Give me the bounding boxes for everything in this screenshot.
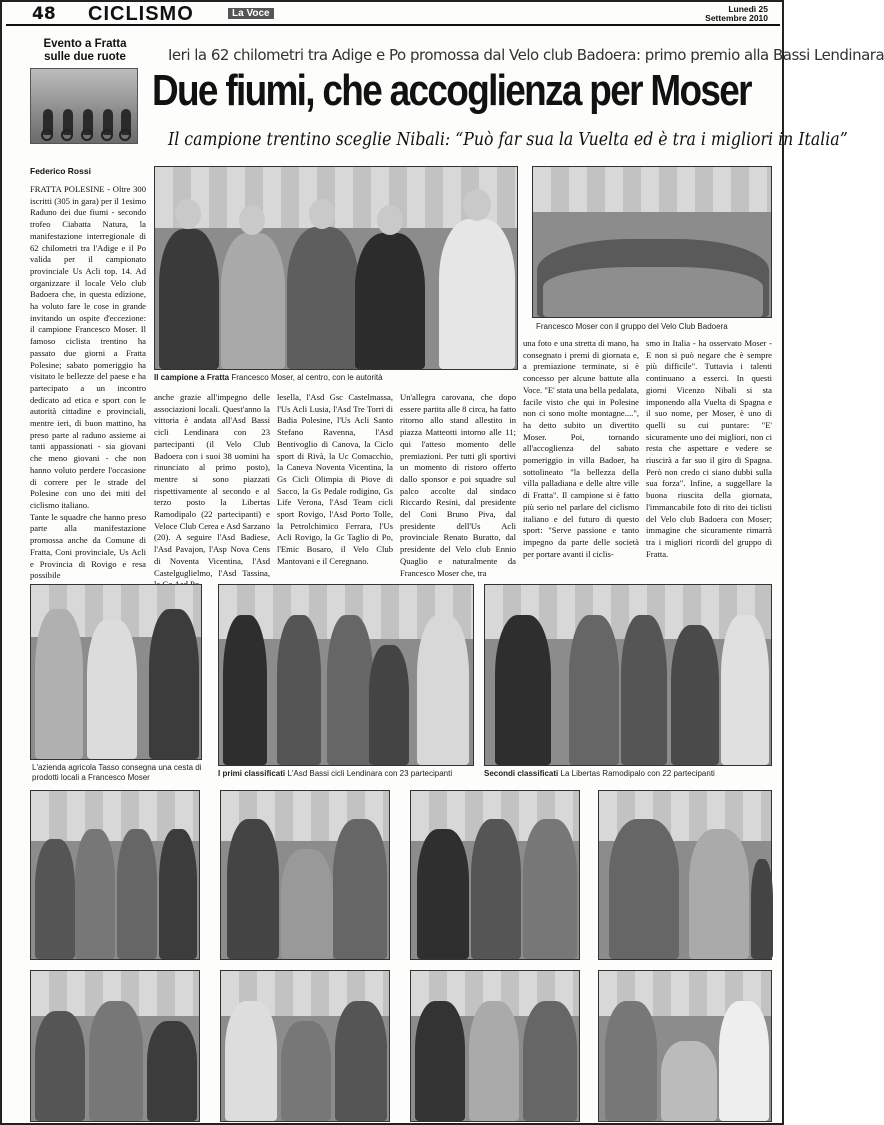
article-subhead: Il campione trentino sceglie Nibali: “Può far sua la Vuelta ed è tra i migliori in Italia” (168, 130, 848, 150)
byline: Federico Rossi (30, 166, 91, 176)
date-line-1: Lunedì 25 (728, 4, 768, 14)
sidebar-title: Evento a Fratta sulle due ruote (43, 38, 127, 63)
issue-date (705, 5, 768, 23)
award-photo-6 (220, 970, 390, 1122)
column-1b-text: Tante le squadre che hanno preso parte alla manifestazione promossa anche da Comune di Fratta, Coni provinciale, Us Acli e Provincia di Rovigo e resa possibile (30, 511, 146, 581)
photo-second-place (484, 584, 772, 766)
award-photo-5 (30, 970, 200, 1122)
column-1-text: FRATTA POLESINE - Oltre 300 iscritti (305 in gara) per il 1esimo Raduno dei due fiumi - secondo trofeo Ciabatta Natura, la manifestazione interregionale di 62 chilometri tra l'Adige e il Po valida per il campionato provinciale Us Acli top. 14. Ad organizzare il locale Velo club Badoera che, in questa edizione, ha voluto fare le cose in grande invitando un ospite d'eccezione: il campione Francesco Moser. Il famoso ciclista trentino ha passato due giorni a Fratta Polesine; sabato pomeriggio ha visitato le bellezze del paese e ha partecipato a un incontro dedicato ad etica e sport con le autorità cittadine e provinciali, mentre ieri, di buon mattino, ha preso parte al raduno assieme ai tanti appassionati - sia giovani che meno giovani - che non hanno voluto perdere l'occasione di correre per le strade del Polesine con uno dei miti del ciclismo italiano. (30, 184, 146, 510)
photo-first-place (218, 584, 474, 766)
article-column-3: lesella, l'Asd Gsc Castelmassa, l'Us Acli Lusia, l'Asd Tre Torri di Badia Polesine, l'Us Acli Santo Stefano Ravenna, l'Asd Bentivoglio di Canova, la Ciclo sport di Rivà, la Uc Comacchio, la Caneva Noventa Vicentina, la Gs Cicli Olimpia di Piove di Sacco, la Gs Pedale rodigino, Gs Life Verona, l'Asd Team cicli sport Rovigo, l'Asd Porto Tolle, la Petrolchimico Ferrara, l'Us Acli Rovigo, la Gc Taglio di Po, l'Emic Bosaro, il Velo Club Mantovani e il Ceregnano. (277, 392, 393, 566)
article-column-4: Un'allegra carovana, che dopo essere partita alle 8 circa, ha fatto ritorno allo stand allestito in piazza Matteotti intorno alle 11; qui l'atteso momento delle premiazioni. Per tutti gli sportivi un momento di ristoro offerto dallo sponsor e poi squadre sul palco accolte dal sindaco Riccardo Resini, dal presidente del Coni Bruno Piva, dal presidente dell'Us Acli provinciale Renato Buratto, dal presidente del Velo club Ennio Quaglio e naturalmente da Francesco Moser che, tra (400, 392, 516, 578)
tasso-caption (32, 763, 208, 783)
award-photo-1 (30, 790, 200, 960)
section-title: CICLISMO (88, 3, 194, 25)
main-photo-moser-authorities (154, 166, 518, 370)
award-photo-7 (410, 970, 580, 1122)
first-caption-bold: I primi classificati (218, 769, 286, 778)
article-column-2: anche grazie all'impegno delle associazioni locali. Quest'anno la vittoria è andata all'Asd Bassi cicli Lendinara con 23 partecipanti (il Velo Club Badoera con i suoi 38 uomini ha rinunciato al primo posto), mentre si sono piazzati rispettivamente al secondo e al terzo posto la Libertas Ramodipalo (22 partecipanti) e Veloce Club Cerea e Asd Sarzano (20). A seguire l'Asd Badiese, l'Asd Pavajon, l'Asp Nova Cens di Noventa Vicentina, l'Asd Castelguglielmo, l'Asd Tassina, (154, 392, 270, 578)
first-caption-text: L'Asd Bassi cicli Lendinara con 23 partecipanti (287, 769, 453, 778)
group-photo-velo-club (532, 166, 772, 318)
award-photo-2 (220, 790, 390, 960)
newspaper-name: La Voce (228, 8, 274, 19)
article-kicker: Ieri la 62 chilometri tra Adige e Po promossa dal Velo club Badoera: primo premio alla Bassi Lendinara (168, 46, 884, 64)
sidebar-photo-cyclists (30, 68, 138, 144)
second-caption-bold: Secondi classificati (484, 769, 559, 778)
photo-tasso-basket (30, 584, 202, 760)
award-photo-4 (598, 790, 772, 960)
award-photo-3 (410, 790, 580, 960)
page-number: 48 (32, 4, 56, 24)
date-line-2: Settembre 2010 (705, 13, 768, 23)
first-place-caption (218, 769, 452, 778)
group-photo-caption: Francesco Moser con il gruppo del Velo Club Badoera (536, 322, 728, 331)
tasso-caption-text: L'azienda agricola Tasso consegna una cesta di prodotti locali a Francesco Moser (32, 763, 202, 782)
article-column-6: smo in Italia - ha osservato Moser - E non si può negare che è sempre più difficile". Tuttavia i talenti continuano a esserci. In questi giorni Vicenzo Nibali si sta imponendo alla Vuelta di Spagna e il suo nome, per Moser, è uno di quelli su cui puntare: "E' sicuramente uno dei migliori, non ci resta che aspettare e vedere se riuscirà a far suo il giro di Spagna. Però non credo ci siano dubbi sulla sua forza". Infine, a suggellare la buona riuscita della giornata, l'immancabile foto di rito dei ticlisti del Velo club Badoera con Moser; immagine che sicuramente rimarrà tra i migliori ricordi del gruppo di Fratta. (646, 338, 772, 559)
article-column-1 (30, 184, 146, 581)
masthead (6, 4, 780, 26)
article-column-5: una foto e una stretta di mano, ha consegnato i premi di giornata e, a premiazione terminate, si è concesso per alcune battute alla Voce. "E' stata una bella pedalata, facile visto che qui in Polesine non ci sono molte montagne....", ha detto subito un divertito Moser. Poi, tornando all'accoglienza del sabato pomeriggio in villa Badoer, ha sottolineato "la bellezza della villa palladiana e delle altre ville di Fratta". Il campione si è fatto più serio nel parlare del ciclismo italiano e del futuro di questo sport: "Serve passione e tanto impegno da parte delle società per portare avanti il ciclis- (523, 338, 639, 559)
caption-bold: Il campione a Fratta (154, 373, 230, 382)
second-place-caption (484, 769, 715, 778)
article-headline: Due fiumi, che accoglienza per Moser (152, 66, 751, 115)
main-photo-caption (154, 373, 383, 382)
award-photo-8 (598, 970, 772, 1122)
second-caption-text: La Libertas Ramodipalo con 22 partecipanti (560, 769, 715, 778)
caption-text: Francesco Moser, al centro, con le autorità (231, 373, 383, 382)
